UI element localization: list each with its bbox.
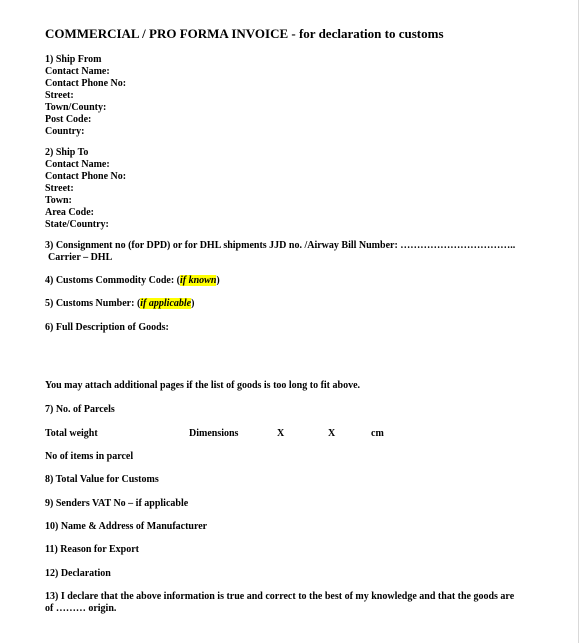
ship-from-town-county: Town/County:: [45, 102, 107, 113]
declaration-statement-line2: of ……… origin.: [45, 603, 117, 614]
manufacturer-label: 10) Name & Address of Manufacturer: [45, 521, 208, 532]
consignment-line: 3) Consignment no (for DPD) or for DHL shipments JJD no. /Airway Bill Number: ……………………………..: [45, 240, 516, 251]
dimension-x-1: X: [277, 428, 285, 439]
customs-number-label: 5) Customs Number: (: [45, 298, 141, 309]
parcels-label: 7) No. of Parcels: [45, 404, 115, 415]
dimension-x-2: X: [328, 428, 336, 439]
export-reason-label: 11) Reason for Export: [45, 544, 139, 555]
customs-number-line: [45, 298, 194, 310]
ship-to-heading: 2) Ship To: [45, 147, 89, 158]
goods-description-label: 6) Full Description of Goods:: [45, 322, 169, 333]
commodity-code-label: 4) Customs Commodity Code: (: [45, 275, 180, 286]
carrier-line: Carrier – DHL: [48, 252, 113, 263]
total-weight-label: Total weight: [45, 428, 98, 439]
ship-from-country: Country:: [45, 126, 85, 137]
ship-to-state-country: State/Country:: [45, 219, 109, 230]
ship-to-town: Town:: [45, 195, 72, 206]
vat-label: 9) Senders VAT No – if applicable: [45, 498, 189, 509]
total-value-label: 8) Total Value for Customs: [45, 474, 159, 485]
commodity-code-line: [45, 275, 220, 287]
ship-from-heading: 1) Ship From: [45, 54, 102, 65]
ship-to-street: Street:: [45, 183, 74, 194]
commodity-code-note: if known: [180, 275, 217, 286]
ship-from-street: Street:: [45, 90, 74, 101]
ship-from-post-code: Post Code:: [45, 114, 92, 125]
ship-to-contact-phone: Contact Phone No:: [45, 171, 127, 182]
attach-pages-note: You may attach additional pages if the list of goods is too long to fit above.: [45, 380, 361, 391]
dimension-unit: cm: [371, 428, 384, 439]
customs-number-note: if applicable: [140, 298, 192, 309]
declaration-statement-line1: 13) I declare that the above information is true and correct to the best of my knowledge and that the goods are: [45, 591, 515, 602]
commodity-code-close: ): [216, 275, 220, 286]
ship-to-area-code: Area Code:: [45, 207, 94, 218]
ship-from-contact-phone: Contact Phone No:: [45, 78, 127, 89]
ship-from-contact-name: Contact Name:: [45, 66, 110, 77]
dimensions-label: Dimensions: [189, 428, 239, 439]
ship-to-contact-name: Contact Name:: [45, 159, 110, 170]
declaration-heading: 12) Declaration: [45, 568, 111, 579]
customs-number-close: ): [191, 298, 195, 309]
document-title: COMMERCIAL / PRO FORMA INVOICE - for declaration to customs: [45, 26, 444, 41]
items-in-parcel-label: No of items in parcel: [45, 451, 134, 462]
